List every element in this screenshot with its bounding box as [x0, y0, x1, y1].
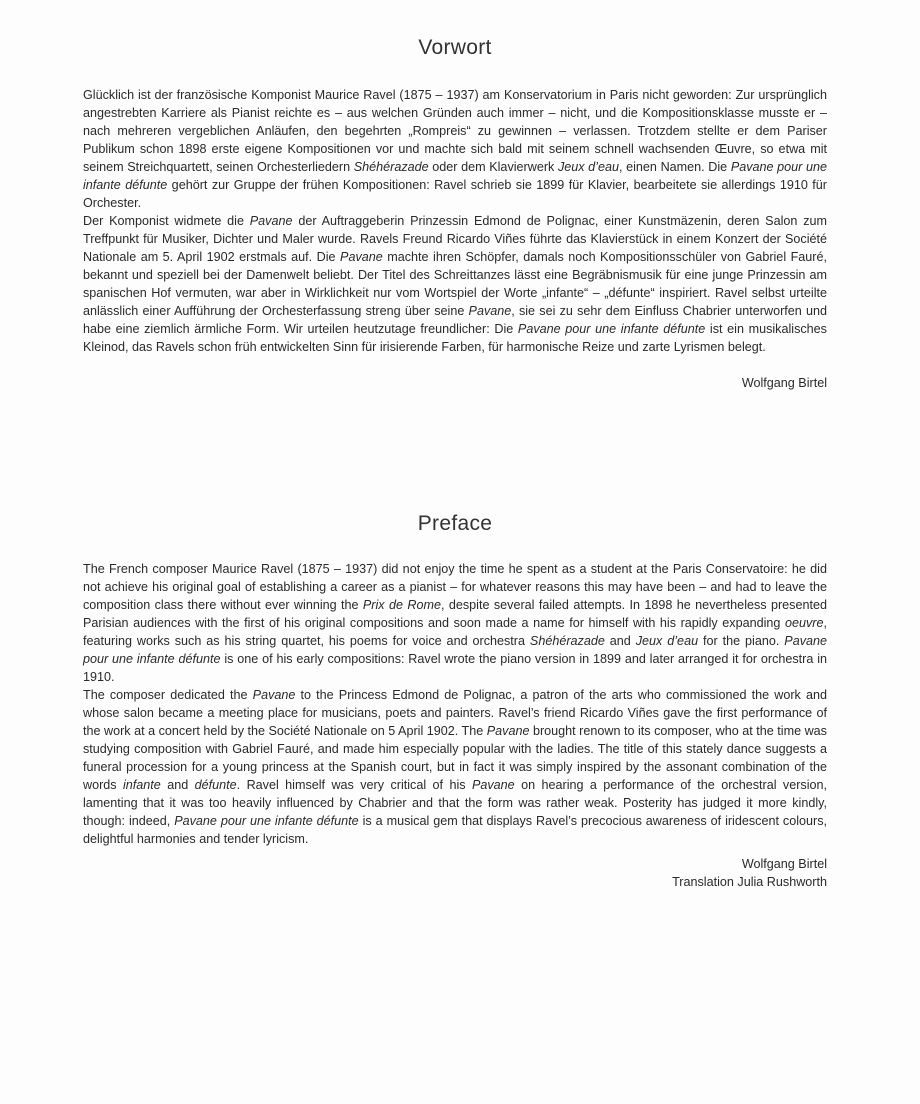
italic-text-run: Pavane pour une infante défunte	[174, 814, 359, 828]
text-run: and	[160, 778, 195, 792]
text-run: is a musical gem that displays Ravel’s precocious awareness of iridescent colours, delightful harmonies and tender lyricism.	[83, 814, 827, 846]
text-run: for the piano.	[698, 634, 785, 648]
italic-text-run: oeuvre	[784, 616, 824, 630]
text-run: to the Princess Edmond de Polignac, a patron of the arts who commissioned the work and whose salon became a meeting place for musicians, poets and painters. Ravel’s friend Ricardo Viñes gave the first performance of the work at a concert held by the Société Nationale on 5 April 1902. The	[83, 688, 827, 738]
italic-text-run: infante	[123, 778, 161, 792]
vorwort-signature	[83, 374, 827, 392]
vorwort-author: Wolfgang Birtel	[741, 376, 827, 390]
italic-text-run: Pavane	[468, 304, 512, 318]
vorwort-body	[83, 86, 827, 356]
preface-signature	[83, 855, 827, 891]
italic-text-run: Pavane	[486, 724, 530, 738]
italic-text-run: Pavane pour une infante défunte	[517, 322, 706, 336]
text-run: The French composer Maurice Ravel (1875 – 1937) did not enjoy the time he spent as a student at the Paris Conservatoire: he did not achieve his original goal of establishing a career as a pianist – for whatever reasons this may have been – and had to leave the composition class there without ever winning the	[83, 562, 827, 612]
text-run: machte ihren Schöpfer, damals noch Kompositionsschüler von Gabriel Fauré, bekannt und speziell bei der Damenwelt beliebt. Der Titel des Schreittanzes lässt eine Begräbnismusik für eine junge Prinzessin am spanischen Hof vermuten, war aber in Wirklichkeit nur vom Wortspiel der Worte „infante“ – „défunte“ inspiriert. Ravel selbst urteilte anlässlich einer Aufführung der Orchesterfassung streng über seine	[83, 250, 827, 318]
preface-translator: Translation Julia Rushworth	[672, 875, 827, 889]
preface-section	[83, 510, 827, 891]
text-run: ist ein musikalisches Kleinod, das Ravels schon früh entwickelten Sinn für irisierende Farben, für harmonische Reize und zarte Lyrismen belegt.	[83, 322, 827, 354]
italic-text-run: Pavane	[471, 778, 515, 792]
preface-body	[83, 560, 827, 848]
vorwort-title: Vorwort	[418, 36, 492, 59]
text-run: der Auftraggeberin Prinzessin Edmond de Polignac, einer Kunstmäzenin, deren Salon zum Treffpunkt für Musiker, Dichter und Maler wurde. Ravels Freund Ricardo Viñes führte das Klavierstück in einem Konzert der Société Nationale am 5. April 1902 erstmals auf. Die	[83, 214, 827, 264]
italic-text-run: Pavane pour une infante défunte	[83, 634, 828, 666]
text-run: oder dem Klavierwerk	[428, 160, 558, 174]
text-run: is one of his early compositions: Ravel wrote the piano version in 1899 and later arranged it for orchestra in 1910.	[83, 652, 827, 684]
text-run: Der Komponist widmete die	[83, 214, 250, 228]
italic-text-run: Jeux d’eau	[557, 160, 619, 174]
text-run: on hearing a performance of the orchestral version, lamenting that it was too heavily influenced by Chabrier and that the form was rather weak. Posterity has judged it more kindly, though: indeed,	[83, 778, 828, 828]
text-run: and	[604, 634, 636, 648]
text-run: , sie sei zu sehr dem Einfluss Chabrier unterworfen und habe eine ziemlich ärmliche Form. Wir urteilen heutzutage freundlicher: Die	[83, 304, 827, 336]
italic-text-run: défunte	[194, 778, 237, 792]
preface-paragraph-2	[83, 686, 827, 848]
text-run: brought renown to its composer, who at the time was studying composition with Gabriel Fauré, and made him especially popular with the ladies. The title of this stately dance suggests a funeral procession for a young princess at the Spanish court, but in fact it was simply inspired by the assonant combination of the words	[83, 724, 827, 792]
vorwort-paragraph-1	[83, 86, 827, 212]
preface-title: Preface	[417, 512, 493, 535]
text-run: gehört zur Gruppe der frühen Kompositionen: Ravel schrieb sie 1899 für Klavier, bearbeitete sie allerdings 1910 für Orchester.	[83, 178, 827, 210]
text-run: , featuring works such as his string quartet, his poems for voice and orchestra	[83, 616, 827, 648]
text-run: Glücklich ist der französische Komponist Maurice Ravel (1875 – 1937) am Konservatorium in Paris nicht geworden: Zur ursprünglich angestrebten Karriere als Pianist reichte es – aus welchen Gründen auch immer – nicht, und die Kompositionsklasse musste er – nach mehreren vergeblichen Anläufen, den begehrten „Rompreis“ zu gewinnen – verlassen. Trotzdem stellte er dem Pariser Publikum schon 1898 erste eigene Kompositionen vor und machte sich bald mit seinem schnell wachsenden Œuvre, so etwa mit seinem Streichquartett, seinen Orchesterliedern	[83, 88, 827, 174]
text-run: The composer dedicated the	[83, 688, 253, 702]
italic-text-run: Shéhérazade	[353, 160, 429, 174]
text-run: , despite several failed attempts. In 1898 he nevertheless presented Parisian audiences with the first of his original compositions and soon made a name for himself with his rapidly expanding	[83, 598, 827, 630]
preface-paragraph-1	[83, 560, 827, 686]
italic-text-run: Pavane pour une infante défunte	[83, 160, 827, 192]
text-run: . Ravel himself was very critical of his	[236, 778, 472, 792]
italic-text-run: Pavane	[252, 688, 296, 702]
vorwort-paragraph-2	[83, 212, 827, 356]
italic-text-run: Jeux d’eau	[635, 634, 699, 648]
vorwort-section	[83, 34, 827, 392]
italic-text-run: Pavane	[249, 214, 293, 228]
preface-author: Wolfgang Birtel	[741, 857, 827, 871]
text-run: , einen Namen. Die	[619, 160, 731, 174]
italic-text-run: Pavane	[340, 250, 383, 264]
italic-text-run: Shéhérazade	[529, 634, 605, 648]
italic-text-run: Prix de Rome	[362, 598, 441, 612]
